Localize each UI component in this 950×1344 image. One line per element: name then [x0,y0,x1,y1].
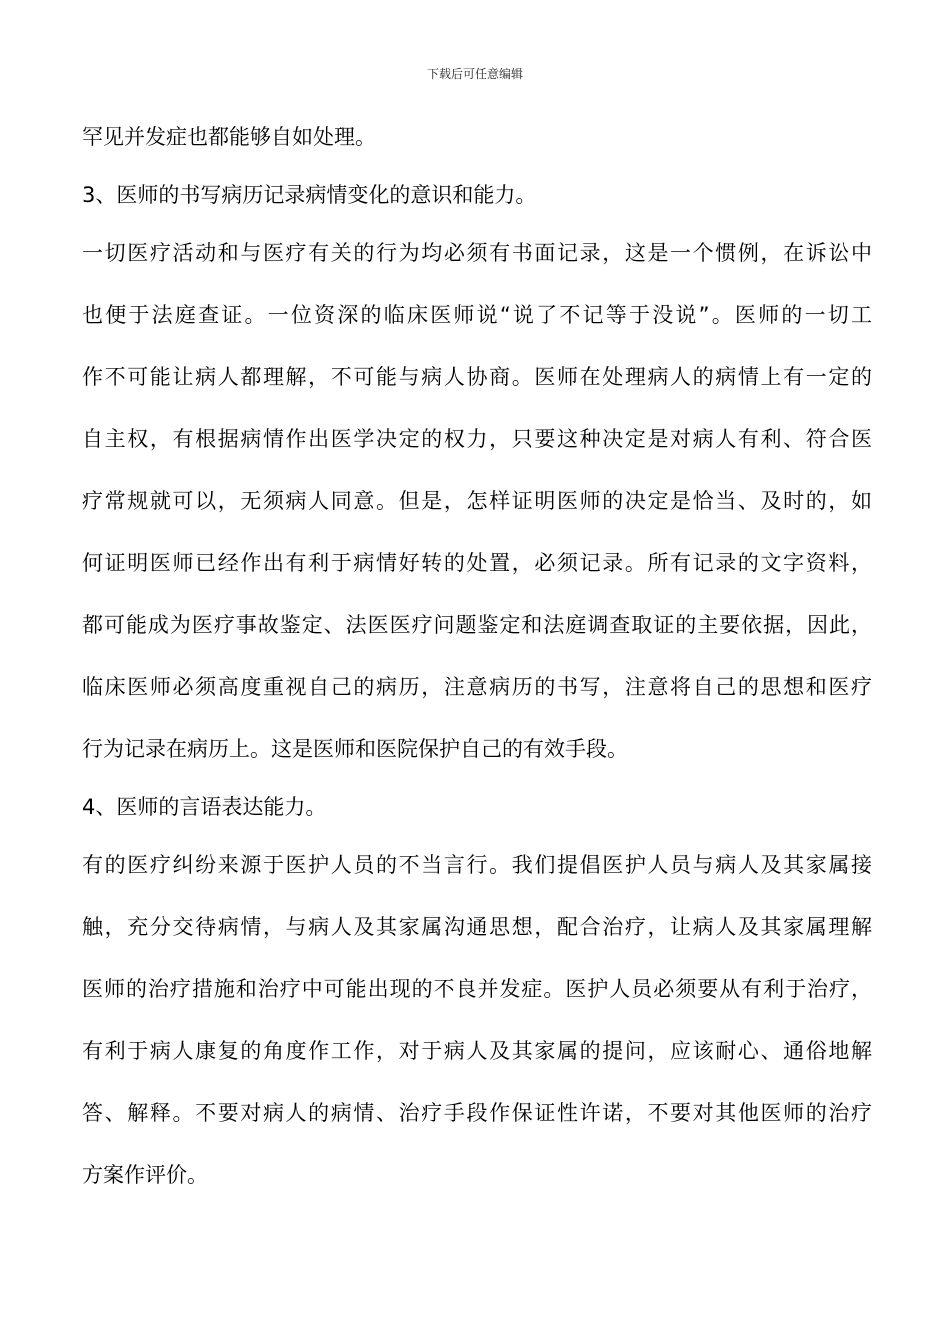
paragraph-line: 自主权，有根据病情作出医学决定的权力，只要这种决定是对病人有利、符合医 [82,427,872,451]
paragraph-line: 都可能成为医疗事故鉴定、法医医疗问题鉴定和法庭调查取证的主要依据，因此， [82,613,872,637]
page-header: 下载后可任意编辑 [426,67,523,81]
paragraph-line: 医师的治疗措施和治疗中可能出现的不良并发症。医护人员必须要从有利于治疗， [82,977,872,1001]
paragraph-line: 有利于病人康复的角度作工作，对于病人及其家属的提问，应该耐心、通俗地解 [82,1039,872,1063]
paragraph-line: 触，充分交待病情，与病人及其家属沟通思想，配合治疗，让病人及其家属理解 [82,915,872,939]
paragraph-line: 行为记录在病历上。这是医师和医院保护自己的有效手段。 [82,737,628,761]
paragraph-line: 何证明医师已经作出有利于病情好转的处置，必须记录。所有记录的文字资料， [82,551,872,575]
document-body [82,118,882,1214]
paragraph-line: 一切医疗活动和与医疗有关的行为均必须有书面记录，这是一个惯例，在诉讼中 [82,241,872,265]
paragraph-line: 有的医疗纠纷来源于医护人员的不当言行。我们提倡医护人员与病人及其家属接 [82,853,872,877]
section-heading: 4、医师的言语表达能力。 [82,795,327,819]
paragraph-line: 答、解释。不要对病人的病情、治疗手段作保证性许诺，不要对其他医师的治疗 [82,1101,872,1125]
paragraph-line: 罕见并发症也都能够自如处理。 [82,125,376,149]
paragraph-line: 也便于法庭查证。一位资深的临床医师说“说了不记等于没说”。医师的一切工 [82,303,872,327]
paragraph-line: 临床医师必须高度重视自己的病历，注意病历的书写，注意将自己的思想和医疗 [82,675,872,699]
paragraph-line: 作不可能让病人都理解，不可能与病人协商。医师在处理病人的病情上有一定的 [82,365,872,389]
paragraph-line: 疗常规就可以，无须病人同意。但是，怎样证明医师的决定是恰当、及时的，如 [82,489,872,513]
paragraph-line: 方案作评价。 [82,1163,208,1187]
section-heading: 3、医师的书写病历记录病情变化的意识和能力。 [82,183,537,207]
